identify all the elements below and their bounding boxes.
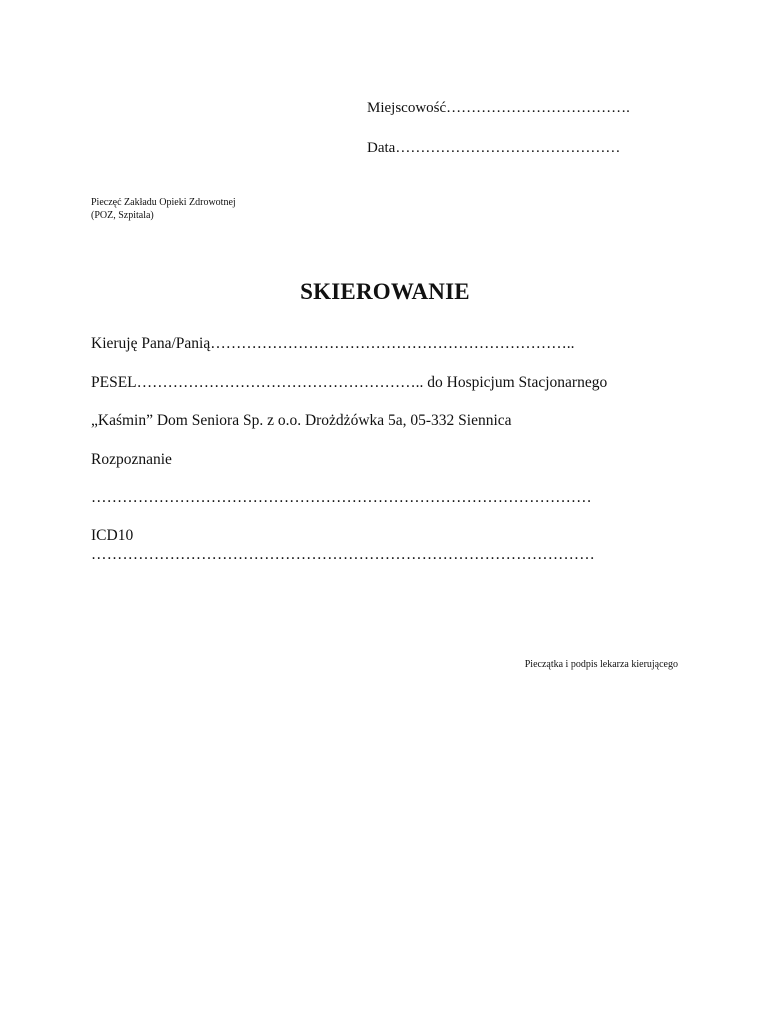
diagnosis-label: Rozpoznanie xyxy=(91,451,172,468)
date-field: Data……………………………………… xyxy=(367,140,621,156)
pesel-field: PESEL……………………………………………….. do Hospicjum Stacjonarnego xyxy=(91,374,608,391)
place-field: Miejscowość………………………………. xyxy=(367,100,630,116)
icd10-label: ICD10 xyxy=(91,527,134,544)
doctor-signature-label: Pieczątka i podpis lekarza kierującego xyxy=(524,659,678,670)
patient-name-field: Kieruję Pana/Panią…………………………………………………………….. xyxy=(91,335,575,352)
diagnosis-field: …………………………………………………………………………………… xyxy=(91,489,592,506)
facility-stamp-label: Pieczęć Zakładu Opieki Zdrowotnej xyxy=(91,197,236,208)
icd10-field: …………………………………………………………………………………… xyxy=(91,546,595,563)
facility-stamp-sublabel: (POZ, Szpitala) xyxy=(91,210,154,221)
hospice-address: „Kaśmin” Dom Seniora Sp. z o.o. Drożdżówka 5a, 05-332 Siennica xyxy=(91,412,512,429)
document-title: SKIEROWANIE xyxy=(300,279,470,304)
